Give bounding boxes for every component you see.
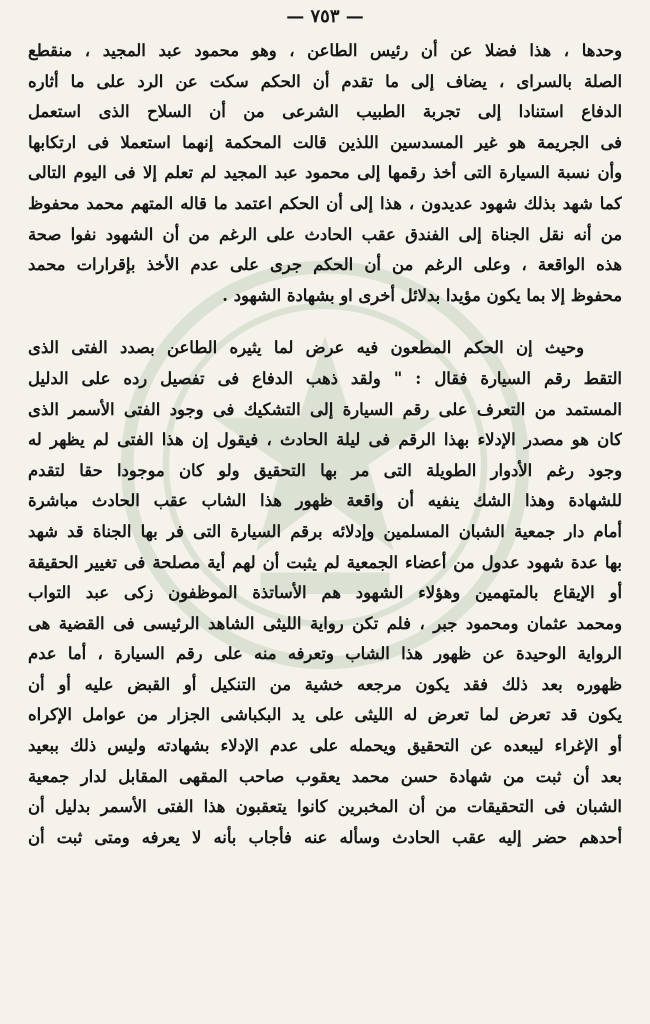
text-line: كان هو مصدر الإدلاء بهذا الرقم فى ليلة الحادث ، فيقول إن هذا الفتى لم يظهر له bbox=[28, 430, 622, 450]
text-line: وأن نسبة السيارة التى أخذ رقمها إلى محمود عبد المجيد لم تعلم إلا فى اليوم التالى bbox=[28, 163, 622, 183]
text-line: فى الجريمة هو غير المسدسين اللذين قالت المحكمة إنهما استعملا فى ارتكابها bbox=[28, 132, 622, 152]
body-text bbox=[28, 36, 622, 853]
text-line: وحدها ، هذا فضلا عن أن رئيس الطاعن ، وهو محمود عبد المجيد ، منقطع bbox=[28, 41, 622, 60]
text-line: وحيث إن الحكم المطعون فيه عرض لما يثيره الطاعن بصدد الفتى الذى bbox=[28, 338, 584, 358]
text-line: التقط رقم السيارة فقال : " ولقد ذهب الدفاع فى تفصيل رده على الدليل bbox=[28, 368, 622, 388]
paragraph-1 bbox=[28, 36, 622, 311]
text-line: المستمد من التعرف على رقم السيارة إلى التشكيك فى وجود الفتى الأسمر الذى bbox=[28, 399, 622, 419]
text-line: من أنه نقل الجناة إلى الفندق عقب الحادث على الرغم من أن الشهود نفوا صحة bbox=[28, 224, 622, 244]
text-line: هذه الواقعة ، وعلى الرغم من أن الحكم جرى على عدم الأخذ بإقرارات محمد bbox=[28, 255, 622, 275]
text-line: بعد أن ثبت من شهادة حسن محمد يعقوب صاحب المقهى المقابل لدار جمعية bbox=[28, 766, 622, 786]
text-line: أو الإغراء ليبعده عن التحقيق ويحمله على عدم الإدلاء بشهادته وليس ذلك ببعيد bbox=[28, 736, 622, 756]
text-line: وجود رغم الأدوار الطويلة التى مر بها التحقيق ولو كان موجودا حقا لتقدم bbox=[28, 460, 622, 480]
text-line: ظهوره بعد ذلك فقد يكون مرجعه خشية من التنكيل أو القبض عليه أو أن bbox=[28, 674, 622, 694]
text-line: للشهادة وهذا الشك ينفيه أن واقعة ظهور هذا الشاب عقب الحادث مباشرة bbox=[28, 491, 622, 511]
text-line: محفوظ إلا بما يكون مؤيدا بدلائل أخرى او بشهادة الشهود . bbox=[222, 285, 622, 305]
text-line: أمام دار جمعية الشبان المسلمين وإدلائه برقم السيارة التى فر بها الجناة قد شهد bbox=[28, 521, 622, 541]
text-line: يكون قد تعرض لما تعرض له الليثى على يد البكباشى الجزار من عوامل الإكراه bbox=[28, 705, 622, 725]
text-line: الصلة بالسراى ، يضاف إلى ما تقدم أن الحكم سكت عن الرد على ما أثاره bbox=[28, 71, 622, 91]
text-line: أحدهم حضر إليه عقب الحادث وسأله عنه فأجاب بأنه لا يعرفه ومتى ثبت أن bbox=[28, 827, 622, 847]
text-line: أو الإيقاع بالمتهمين وهؤلاء الشهود هم الأساتذة الموظفون زكى عبد التواب bbox=[28, 583, 622, 603]
paragraph-2 bbox=[28, 333, 622, 853]
text-line: بها عدة شهود عدول من أعضاء الجمعية لم يثبت أن لهم أية مصلحة فى تغيير الحقيقة bbox=[28, 552, 622, 572]
text-line: الرواية الوحيدة عن ظهور هذا الشاب وتعرفه منه على رقم السيارة ، أما عدم bbox=[28, 644, 622, 664]
text-line: كما شهد بذلك شهود عديدون ، هذا إلى أن الحكم اعتمد ما قاله المتهم محمد محفوظ bbox=[28, 193, 622, 213]
text-line: الدفاع استنادا إلى تجربة الطبيب الشرعى من أن السلاح الذى استعمل bbox=[28, 102, 622, 122]
text-line: ومحمد عثمان ومحمود جبر ، فلم تكن رواية الليثى الشاهد الرئيسى فى القضية هى bbox=[28, 613, 622, 633]
paragraph-spacer bbox=[28, 311, 622, 333]
page-number: — ٧٥٣ — bbox=[286, 6, 364, 27]
text-line: الشبان فى التحقيقات من أن المخبرين كانوا يتعقبون هذا الفتى الأسمر بدليل أن bbox=[28, 797, 622, 817]
